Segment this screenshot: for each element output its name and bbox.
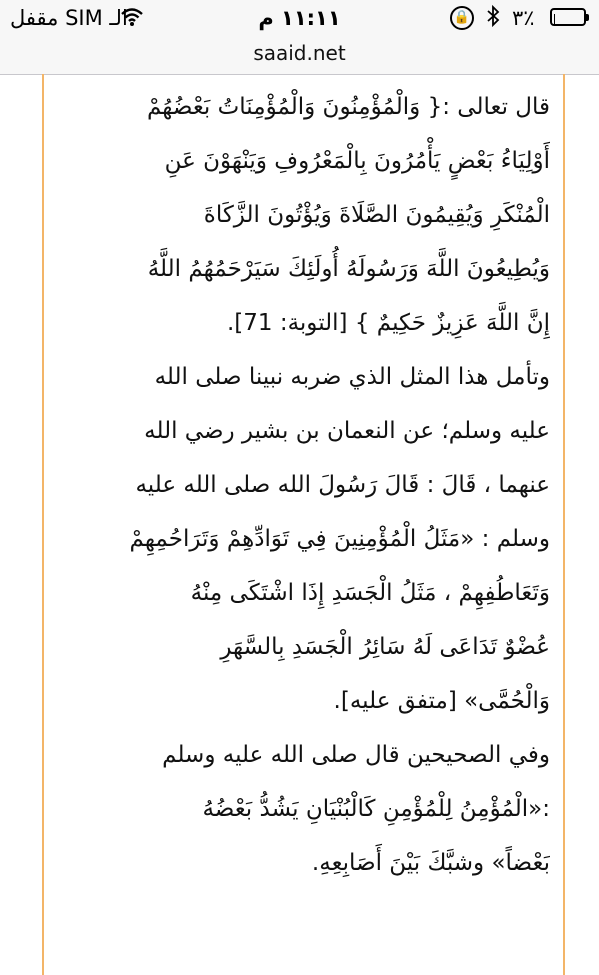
battery-fill <box>554 14 555 24</box>
article-line: عُضْوٌ تَدَاعَى لَهُ سَائِرُ الْجَسَدِ بِالسَّهَرِ <box>220 634 550 660</box>
address-bar[interactable] <box>0 38 599 75</box>
article-body <box>60 80 550 890</box>
article-line: وَتَعَاطُفِهِمْ ، مَثَلُ الْجَسَدِ إِذَا اشْتَكَى مِنْهُ <box>190 580 550 606</box>
article-line: إِنَّ اللَّهَ عَزِيزٌ حَكِيمٌ } [التوبة: 71]. <box>226 310 550 336</box>
article-line: أَوْلِيَاءُ بَعْضٍ يَأْمُرُونَ بِالْمَعْرُوفِ وَيَنْهَوْنَ عَنِ <box>164 148 550 174</box>
url-text[interactable]: saaid.net <box>253 41 346 65</box>
rotation-lock-icon: 🔒 <box>450 6 474 30</box>
status-time: ١١:١١ م <box>258 6 341 30</box>
article-line: وَيُطِيعُونَ اللَّهَ وَرَسُولَهُ أُولَئِكَ سَيَرْحَمُهُمُ اللَّهُ <box>147 256 550 282</box>
article-line: وَالْحُمَّى» [متفق عليه]. <box>333 688 550 714</box>
article-line: وتأمل هذا المثل الذي ضربه نبينا صلى الله <box>154 364 550 390</box>
article-line: عليه وسلم؛ عن النعمان بن بشير رضي الله <box>144 418 550 444</box>
article-line: وفي الصحيحين قال صلى الله عليه وسلم <box>162 742 550 768</box>
battery-icon <box>550 8 586 26</box>
battery-percent: ٣٪ <box>512 6 535 30</box>
article-line: وسلم : «مَثَلُ الْمُؤْمِنِينَ فِي تَوَادِّهِمْ وَتَرَاحُمِهِمْ <box>129 526 550 552</box>
bluetooth-icon <box>486 4 500 35</box>
article-line: قال تعالى :{ وَالْمُؤْمِنُونَ وَالْمُؤْمِنَاتُ بَعْضُهُمْ <box>146 94 550 120</box>
article-line: عنهما ، قَالَ : قَالَ رَسُولَ الله صلى الله عليه <box>135 472 550 498</box>
status-bar <box>0 0 599 38</box>
article-line: :«الْمُؤْمِنُ لِلْمُؤْمِنِ كَالْبُنْيَانِ يَشُدُّ بَعْضُهُ <box>202 796 550 822</box>
article-line: بَعْضاً» وشبَّكَ بَيْنَ أَصَابِعِهِ. <box>311 850 550 876</box>
carrier-label: مقفل SIM الـ <box>10 6 128 30</box>
article-line: الْمُنْكَرِ وَيُقِيمُونَ الصَّلَاةَ وَيُؤْتُونَ الزَّكَاةَ <box>203 202 550 228</box>
